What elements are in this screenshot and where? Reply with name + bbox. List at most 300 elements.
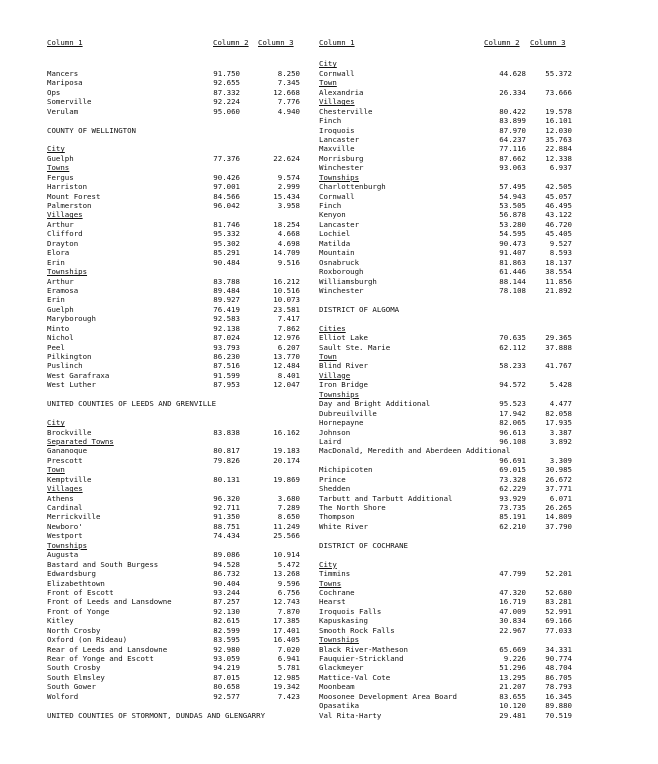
column-3-value: 20.174 — [273, 455, 300, 465]
column-2-value: 92.980 — [213, 644, 240, 654]
column-3-value: 22.624 — [273, 153, 300, 163]
table-row — [319, 673, 619, 682]
table-row — [47, 88, 309, 97]
table-row — [319, 692, 619, 701]
municipality-name: Elizabethtown — [47, 578, 105, 588]
municipality-name: Arthur — [47, 219, 74, 229]
table-row — [319, 607, 619, 616]
column-3-value: 42.505 — [545, 182, 572, 192]
column-2-value: 96.042 — [213, 201, 240, 210]
municipality-name: Harriston — [47, 182, 88, 192]
column-2-value: 91.350 — [213, 512, 240, 522]
column-2-value: 22.967 — [499, 625, 526, 635]
column-3-value: 26.265 — [545, 503, 572, 512]
municipality-name: Winchester — [319, 163, 364, 173]
table-row — [319, 135, 619, 144]
column-2-value: 89.927 — [213, 295, 240, 305]
column-3-value: 46.495 — [545, 201, 572, 210]
column-3-value: 13.268 — [273, 569, 300, 579]
municipality-name: Roxborough — [319, 267, 364, 277]
blank-row — [47, 135, 309, 144]
table-row — [319, 380, 619, 389]
column-2-value: 79.826 — [213, 455, 240, 465]
table-row — [47, 305, 309, 314]
municipality-name: Lochiel — [319, 229, 351, 239]
column-3-value: 11.856 — [545, 276, 572, 286]
column-2-value: 88.751 — [213, 521, 240, 531]
blank-row — [47, 409, 309, 418]
municipality-name: DISTRICT OF ALGOMA — [319, 304, 400, 314]
blank-row — [319, 314, 619, 323]
table-row — [319, 494, 619, 503]
table-row — [319, 107, 619, 116]
municipality-name: UNITED COUNTIES OF LEEDS AND GRENVILLE — [47, 399, 217, 409]
municipality-name: West Luther — [47, 380, 96, 390]
municipality-name: Verulam — [47, 106, 79, 116]
column-2-value: 86.732 — [213, 569, 240, 579]
table-row — [319, 512, 619, 521]
municipality-name: The North Shore — [319, 503, 386, 512]
column-3-value: 17.401 — [273, 625, 300, 635]
column-3-value: 5.781 — [277, 663, 300, 673]
municipality-name: White River — [319, 521, 368, 531]
municipality-name: Towns — [319, 578, 342, 588]
section-heading — [47, 163, 309, 172]
municipality-name: Clifford — [47, 229, 83, 239]
column-3-value: 4.698 — [277, 238, 300, 248]
municipality-name: Gananoque — [47, 446, 88, 456]
table-row — [319, 286, 619, 295]
municipality-name: Minto — [47, 323, 70, 333]
table-row — [47, 579, 309, 588]
column-2-value: 85.291 — [213, 248, 240, 258]
municipality-name: Townships — [319, 172, 360, 182]
column-2-value: 54.595 — [499, 229, 526, 239]
column-3-value: 9.516 — [277, 257, 300, 267]
municipality-name: Townships — [319, 389, 360, 399]
column-3-value: 78.793 — [545, 682, 572, 692]
table-row — [47, 560, 309, 569]
municipality-name: Edwardsburg — [47, 569, 96, 579]
column-2-value: 47.799 — [499, 569, 526, 579]
municipality-name: Shedden — [319, 484, 351, 494]
table-row — [47, 107, 309, 116]
column-3-value: 11.249 — [273, 521, 300, 531]
municipality-name: City — [47, 144, 65, 154]
table-row — [319, 569, 619, 578]
table-row — [319, 484, 619, 493]
column-2-value: 13.295 — [499, 672, 526, 682]
column-3-value: 7.417 — [277, 314, 300, 324]
table-row — [47, 69, 309, 78]
column-3-value: 26.672 — [545, 474, 572, 484]
section-heading — [47, 144, 309, 153]
table-row — [47, 314, 309, 323]
column-3-value: 29.365 — [545, 333, 572, 343]
table-row — [47, 399, 309, 408]
table-row — [319, 399, 619, 408]
column-2-value: 57.495 — [499, 182, 526, 192]
column-2-value: 21.207 — [499, 682, 526, 692]
column-3-value: 38.554 — [545, 267, 572, 277]
table-row — [319, 701, 619, 710]
column-3-value: 8.250 — [277, 68, 300, 78]
municipality-name: Maxville — [319, 144, 355, 154]
table-row — [319, 210, 619, 219]
municipality-name: Moonbeam — [319, 682, 355, 692]
blank-row — [319, 50, 619, 59]
table-row — [47, 692, 309, 701]
municipality-name: City — [319, 559, 337, 569]
column-2-value: 82.599 — [213, 625, 240, 635]
column-3-value: 35.763 — [545, 134, 572, 144]
column-3-value: 16.101 — [545, 116, 572, 126]
table-row — [47, 456, 309, 465]
municipality-name: Chesterville — [319, 106, 373, 116]
municipality-name: Town — [319, 78, 337, 88]
left-header-col3: Column 3 — [258, 38, 294, 47]
municipality-name: Oxford (on Rideau) — [47, 635, 128, 645]
section-heading — [319, 352, 619, 361]
column-2-value: 76.419 — [213, 304, 240, 314]
column-3-value: 7.862 — [277, 323, 300, 333]
table-row — [47, 220, 309, 229]
municipality-name: Cochrane — [319, 587, 355, 597]
municipality-name: Kemptville — [47, 474, 92, 484]
column-3-value: 90.774 — [545, 654, 572, 663]
column-3-value: 41.767 — [545, 361, 572, 371]
municipality-name: Townships — [319, 635, 360, 645]
column-3-value: 37.790 — [545, 521, 572, 531]
municipality-name: Towns — [47, 163, 70, 173]
column-2-value: 29.481 — [499, 710, 526, 720]
column-3-value: 16.162 — [273, 427, 300, 437]
column-2-value: 87.332 — [213, 87, 240, 97]
column-2-value: 70.635 — [499, 333, 526, 343]
blank-row — [47, 701, 309, 710]
column-2-value: 95.523 — [499, 399, 526, 409]
table-row — [319, 663, 619, 672]
table-row — [47, 258, 309, 267]
column-3-value: 7.345 — [277, 78, 300, 88]
table-row — [319, 588, 619, 597]
column-2-value: 62.112 — [499, 342, 526, 352]
column-2-value: 96.108 — [499, 436, 526, 446]
column-3-value: 3.680 — [277, 493, 300, 503]
column-2-value: 81.863 — [499, 257, 526, 267]
column-2-value: 95.060 — [213, 106, 240, 116]
table-row — [47, 277, 309, 286]
column-2-value: 81.746 — [213, 219, 240, 229]
left-column — [47, 38, 309, 720]
column-3-value: 18.254 — [273, 219, 300, 229]
table-row — [319, 522, 619, 531]
table-row — [319, 239, 619, 248]
blank-row — [319, 550, 619, 559]
column-3-value: 48.704 — [545, 663, 572, 673]
table-row — [319, 418, 619, 427]
table-row — [319, 229, 619, 238]
table-row — [319, 361, 619, 370]
municipality-name: Mount Forest — [47, 191, 101, 201]
municipality-name: Cornwall — [319, 68, 355, 78]
column-2-value: 80.658 — [213, 682, 240, 692]
column-3-value: 5.472 — [277, 559, 300, 569]
right-header-col2: Column 2 — [484, 38, 520, 47]
table-row — [47, 475, 309, 484]
column-3-value: 7.423 — [277, 691, 300, 701]
table-row — [47, 597, 309, 606]
municipality-name: UNITED COUNTIES OF STORMONT, DUNDAS AND GLENGARRY — [47, 710, 266, 720]
municipality-name: Cities — [319, 323, 346, 333]
blank-row — [319, 531, 619, 540]
table-row — [47, 192, 309, 201]
column-3-value: 4.477 — [549, 399, 572, 409]
column-3-value: 86.705 — [545, 672, 572, 682]
section-heading — [47, 541, 309, 550]
table-row — [319, 682, 619, 691]
table-row — [319, 654, 619, 663]
column-3-value: 83.281 — [545, 597, 572, 607]
section-heading — [319, 560, 619, 569]
column-3-value: 16.405 — [273, 635, 300, 645]
section-heading — [47, 465, 309, 474]
table-row — [47, 380, 309, 389]
column-3-value: 5.428 — [549, 380, 572, 390]
column-2-value: 96.320 — [213, 493, 240, 503]
column-2-value: 87.257 — [213, 597, 240, 607]
column-2-value: 47.009 — [499, 606, 526, 616]
column-2-value: 83.788 — [213, 276, 240, 286]
municipality-name: Winchester — [319, 285, 364, 295]
column-2-value: 69.015 — [499, 465, 526, 475]
column-2-value: 54.943 — [499, 191, 526, 201]
municipality-name: Val Rita-Harty — [319, 710, 382, 720]
table-row — [319, 277, 619, 286]
column-2-value: 89.086 — [213, 550, 240, 560]
column-3-value: 22.884 — [545, 144, 572, 154]
municipality-name: Merrickville — [47, 512, 101, 522]
column-2-value: 16.719 — [499, 597, 526, 607]
table-row — [319, 267, 619, 276]
column-3-value: 6.207 — [277, 342, 300, 352]
column-2-value: 94.528 — [213, 559, 240, 569]
table-row — [47, 682, 309, 691]
table-row — [47, 371, 309, 380]
right-header-col3: Column 3 — [530, 38, 566, 47]
municipality-name: Pilkington — [47, 352, 92, 361]
table-row — [319, 88, 619, 97]
column-3-value: 10.073 — [273, 295, 300, 305]
table-row — [319, 409, 619, 418]
municipality-name: Ops — [47, 87, 61, 97]
column-3-value: 17.935 — [545, 418, 572, 428]
column-2-value: 91.407 — [499, 248, 526, 258]
column-3-value: 19.183 — [273, 446, 300, 456]
municipality-name: Brockville — [47, 427, 92, 437]
column-2-value: 92.655 — [213, 78, 240, 88]
municipality-name: Black River-Matheson — [319, 644, 408, 654]
column-3-value: 52.991 — [545, 606, 572, 616]
column-3-value: 16.345 — [545, 691, 572, 701]
column-3-value: 6.756 — [277, 587, 300, 597]
column-3-value: 37.771 — [545, 484, 572, 494]
section-heading — [319, 371, 619, 380]
municipality-name: Front of Leeds and Lansdowne — [47, 597, 172, 607]
municipality-name: Day and Bright Additional — [319, 399, 431, 409]
column-2-value: 87.015 — [213, 672, 240, 682]
municipality-name: Tarbutt and Tarbutt Additional — [319, 493, 453, 503]
column-2-value: 62.229 — [499, 484, 526, 494]
table-row — [47, 154, 309, 163]
municipality-name: Separated Towns — [47, 436, 114, 446]
column-3-value: 14.709 — [273, 248, 300, 258]
column-3-value: 8.593 — [549, 248, 572, 258]
column-2-value: 92.577 — [213, 691, 240, 701]
column-3-value: 8.650 — [277, 512, 300, 522]
column-2-value: 94.572 — [499, 380, 526, 390]
column-3-value: 14.809 — [545, 512, 572, 522]
municipality-name: Augusta — [47, 550, 79, 560]
column-2-value: 51.296 — [499, 663, 526, 673]
municipality-name: MacDonald, Meredith and Aberdeen Additional — [319, 446, 511, 456]
municipality-name: Westport — [47, 531, 83, 541]
column-2-value: 83.655 — [499, 691, 526, 701]
column-3-value: 13.770 — [273, 352, 300, 361]
column-2-value: 62.210 — [499, 521, 526, 531]
column-2-value: 87.970 — [499, 125, 526, 135]
table-row — [47, 229, 309, 238]
municipality-name: Erin — [47, 295, 65, 305]
municipality-name: Cornwall — [319, 191, 355, 201]
column-2-value: 96.613 — [499, 427, 526, 437]
column-3-value: 7.020 — [277, 644, 300, 654]
section-heading — [47, 437, 309, 446]
column-2-value: 80.817 — [213, 446, 240, 456]
section-heading — [319, 78, 619, 87]
table-row — [319, 258, 619, 267]
column-3-value: 52.201 — [545, 569, 572, 579]
column-2-value: 44.628 — [499, 68, 526, 78]
table-row — [47, 248, 309, 257]
municipality-name: Williamsburgh — [319, 276, 377, 286]
column-3-value: 17.385 — [273, 616, 300, 626]
right-header — [319, 38, 619, 50]
section-heading — [319, 173, 619, 182]
municipality-name: Mancers — [47, 68, 79, 78]
municipality-name: Hornepayne — [319, 418, 364, 428]
left-header-col2: Column 2 — [213, 38, 249, 47]
column-3-value: 12.985 — [273, 672, 300, 682]
column-2-value: 47.320 — [499, 587, 526, 597]
column-3-value: 45.057 — [545, 191, 572, 201]
municipality-name: Villages — [47, 484, 83, 494]
municipality-name: Erin — [47, 257, 65, 267]
table-row — [319, 645, 619, 654]
column-2-value: 83.595 — [213, 635, 240, 645]
municipality-name: Iron Bridge — [319, 380, 368, 390]
column-2-value: 64.237 — [499, 134, 526, 144]
column-3-value: 82.058 — [545, 408, 572, 418]
municipality-name: Lancaster — [319, 219, 360, 229]
column-2-value: 87.024 — [213, 333, 240, 343]
column-3-value: 10.516 — [273, 285, 300, 295]
municipality-name: Nichol — [47, 333, 74, 343]
column-2-value: 77.376 — [213, 153, 240, 163]
column-2-value: 91.599 — [213, 370, 240, 380]
municipality-name: South Crosby — [47, 663, 101, 673]
column-2-value: 92.138 — [213, 323, 240, 333]
column-2-value: 90.473 — [499, 238, 526, 248]
municipality-name: City — [319, 59, 337, 69]
column-2-value: 93.929 — [499, 493, 526, 503]
column-3-value: 12.338 — [545, 153, 572, 163]
column-2-value: 93.063 — [499, 163, 526, 173]
municipality-name: Opasatika — [319, 701, 360, 711]
municipality-name: Timmins — [319, 569, 351, 579]
column-3-value: 3.958 — [277, 201, 300, 210]
column-2-value: 17.942 — [499, 408, 526, 418]
table-row — [47, 569, 309, 578]
municipality-name: Fergus — [47, 172, 74, 182]
municipality-name: Iroquois Falls — [319, 606, 382, 616]
municipality-name: Guelph — [47, 153, 74, 163]
municipality-name: Rear of Yonge and Escott — [47, 654, 154, 663]
table-row — [47, 663, 309, 672]
municipality-name: Town — [47, 465, 65, 475]
municipality-name: Rear of Leeds and Lansdowne — [47, 644, 168, 654]
table-row — [319, 711, 619, 720]
column-2-value: 93.059 — [213, 654, 240, 663]
section-heading — [319, 390, 619, 399]
column-2-value: 26.334 — [499, 87, 526, 97]
table-row — [47, 531, 309, 540]
blank-row — [47, 390, 309, 399]
column-2-value: 10.120 — [499, 701, 526, 711]
column-3-value: 4.940 — [277, 106, 300, 116]
column-3-value: 55.372 — [545, 68, 572, 78]
left-table-body — [47, 50, 309, 720]
table-row — [47, 673, 309, 682]
table-row — [319, 626, 619, 635]
municipality-name: Bastard and South Burgess — [47, 559, 159, 569]
table-row — [47, 522, 309, 531]
column-3-value: 16.212 — [273, 276, 300, 286]
municipality-name: Mariposa — [47, 78, 83, 88]
table-row — [47, 126, 309, 135]
municipality-name: Charlottenburgh — [319, 182, 386, 192]
column-2-value: 92.583 — [213, 314, 240, 324]
column-3-value: 6.071 — [549, 493, 572, 503]
column-3-value: 10.914 — [273, 550, 300, 560]
municipality-name: Sault Ste. Marie — [319, 342, 391, 352]
municipality-name: Moosonee Development Area Board — [319, 691, 457, 701]
table-row — [319, 144, 619, 153]
column-3-value: 12.030 — [545, 125, 572, 135]
table-row — [319, 333, 619, 342]
table-row — [319, 428, 619, 437]
column-2-value: 92.130 — [213, 606, 240, 616]
table-row — [319, 465, 619, 474]
table-row — [47, 607, 309, 616]
municipality-name: Osnabruck — [319, 257, 360, 267]
column-2-value: 89.484 — [213, 285, 240, 295]
municipality-name: Morrisburg — [319, 153, 364, 163]
column-3-value: 23.581 — [273, 304, 300, 314]
column-2-value: 80.131 — [213, 474, 240, 484]
column-3-value: 19.342 — [273, 682, 300, 692]
municipality-name: Somerville — [47, 97, 92, 107]
